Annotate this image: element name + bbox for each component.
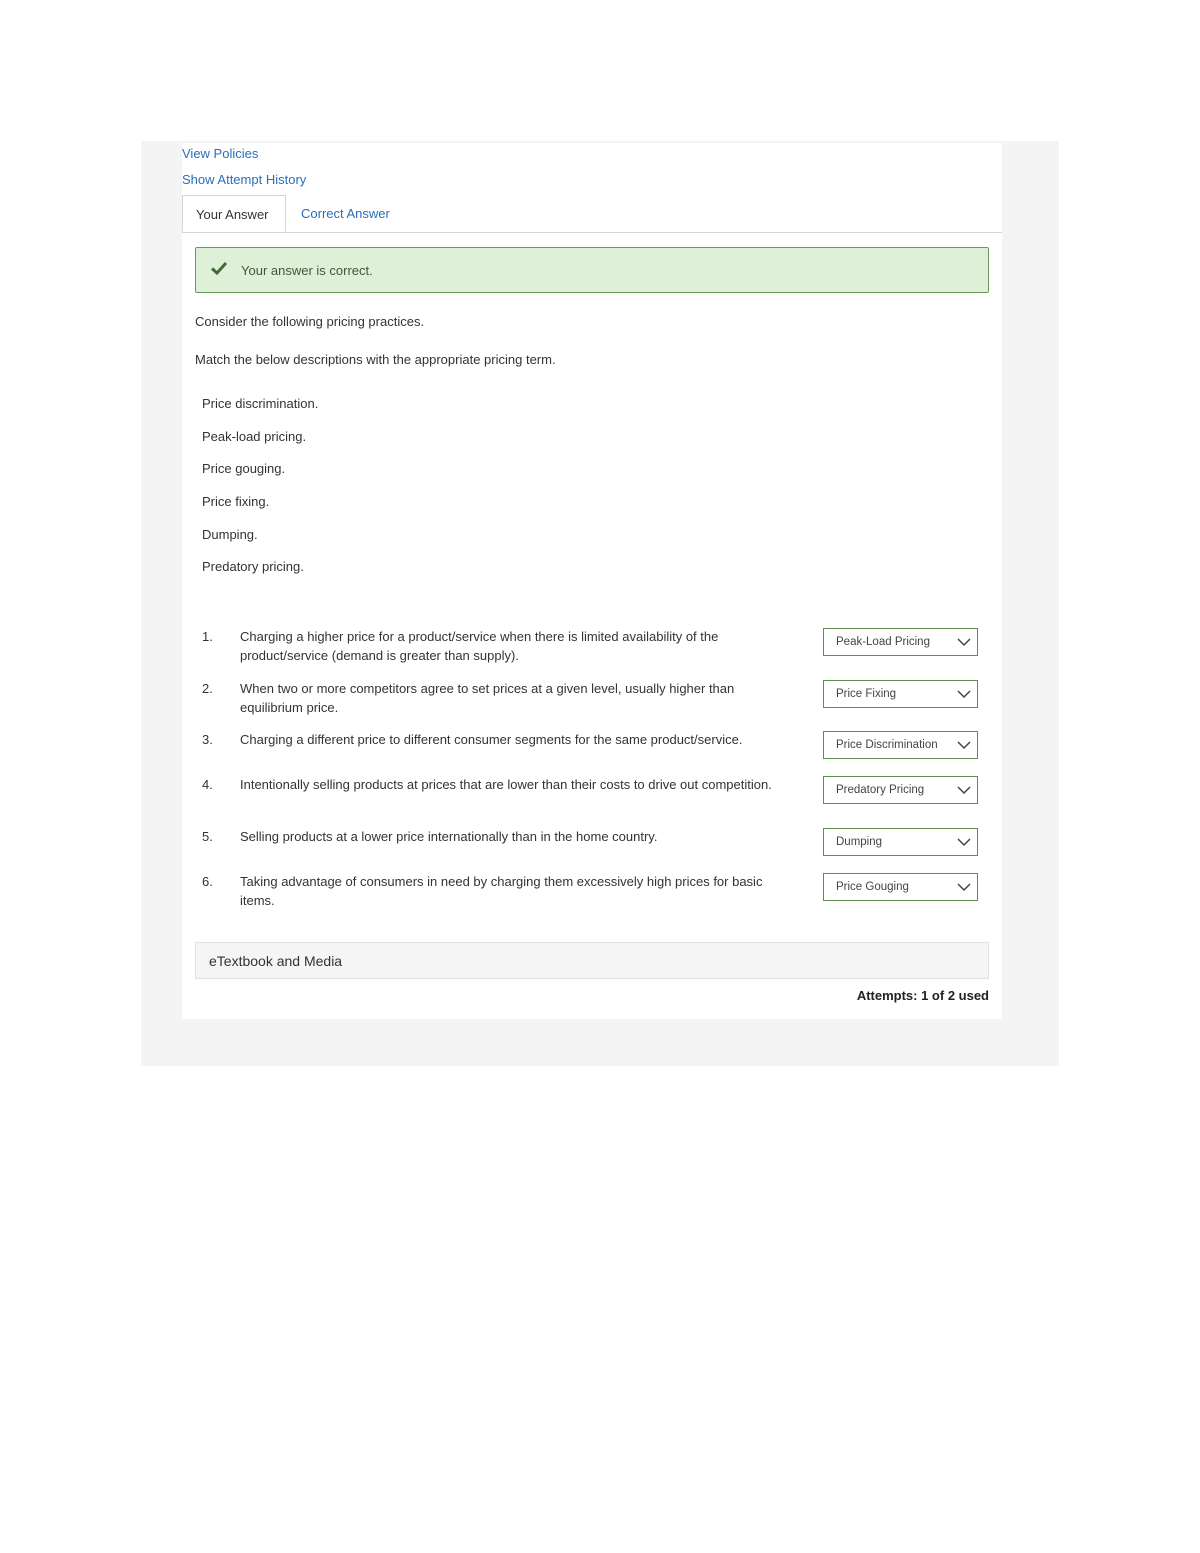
tab-your-answer[interactable]: Your Answer <box>182 195 286 232</box>
item-description: Selling products at a lower price internationally than in the home country. <box>240 829 658 844</box>
chevron-down-icon <box>957 785 971 795</box>
chevron-down-icon <box>957 689 971 699</box>
selected-value: Predatory Pricing <box>836 784 925 796</box>
show-attempt-history-link[interactable]: Show Attempt History <box>182 172 307 187</box>
answer-select[interactable] <box>823 628 978 656</box>
item-number: 2. <box>202 681 213 696</box>
answer-select[interactable] <box>823 680 978 708</box>
tab-correct-answer[interactable]: Correct Answer <box>301 206 390 221</box>
attempts-count: Attempts: 1 of 2 used <box>856 988 989 1003</box>
question-instruction: Match the below descriptions with the appropriate pricing term. <box>195 352 556 367</box>
chevron-down-icon <box>957 637 971 647</box>
term-item: Peak-load pricing. <box>202 429 307 444</box>
item-description: Charging a different price to different consumer segments for the same product/service. <box>240 732 743 747</box>
item-description: Charging a higher price for a product/service when there is limited availability of the product/service (demand is greater than supply). <box>240 629 719 663</box>
correct-alert <box>195 247 989 293</box>
chevron-down-icon <box>957 882 971 892</box>
item-number: 5. <box>202 829 213 844</box>
item-number: 1. <box>202 629 213 644</box>
selected-value: Price Gouging <box>836 881 909 893</box>
selected-value: Dumping <box>836 836 883 848</box>
etextbook-media-panel[interactable] <box>195 942 989 979</box>
chevron-down-icon <box>957 837 971 847</box>
selected-value: Peak-Load Pricing <box>836 636 930 648</box>
item-number: 4. <box>202 777 213 792</box>
item-number: 3. <box>202 732 213 747</box>
view-policies-link[interactable]: View Policies <box>182 146 259 161</box>
term-item: Predatory pricing. <box>202 559 304 574</box>
question-intro: Consider the following pricing practices. <box>195 314 425 329</box>
term-item: Price discrimination. <box>202 396 319 411</box>
item-description: Taking advantage of consumers in need by charging them excessively high prices for basic items. <box>240 874 763 908</box>
answer-select[interactable] <box>823 776 978 804</box>
answer-select[interactable] <box>823 873 978 901</box>
item-description: Intentionally selling products at prices that are lower than their costs to drive out competition. <box>240 777 772 792</box>
term-item: Price fixing. <box>202 494 270 509</box>
item-description: When two or more competitors agree to set prices at a given level, usually higher than equilibrium price. <box>240 681 735 715</box>
answer-select[interactable] <box>823 828 978 856</box>
chevron-down-icon <box>957 740 971 750</box>
selected-value: Price Fixing <box>836 688 897 700</box>
answer-select[interactable] <box>823 731 978 759</box>
media-label: eTextbook and Media <box>209 953 343 969</box>
term-item: Dumping. <box>202 527 258 542</box>
term-item: Price gouging. <box>202 461 286 476</box>
selected-value: Price Discrimination <box>836 739 938 751</box>
check-icon <box>210 259 228 277</box>
item-number: 6. <box>202 874 213 889</box>
answer-tabs <box>182 195 1002 233</box>
alert-message: Your answer is correct. <box>241 263 373 278</box>
